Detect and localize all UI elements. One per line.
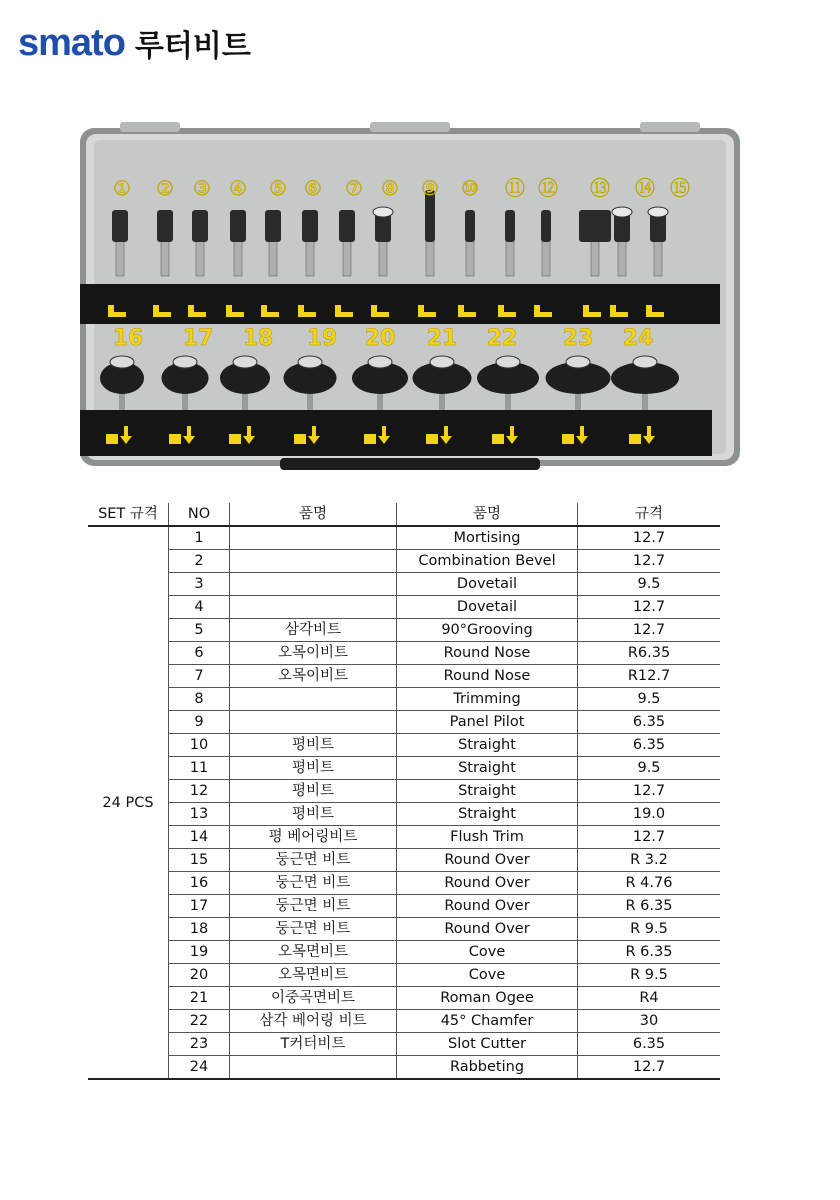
size-cell: R 4.76: [578, 872, 721, 895]
no-cell: 9: [169, 711, 230, 734]
name-en-cell: Round Nose: [397, 665, 578, 688]
size-cell: 12.7: [578, 780, 721, 803]
bit-number-label: ⑪: [505, 176, 525, 200]
no-cell: 19: [169, 941, 230, 964]
table-row: [88, 941, 720, 964]
name-en-cell: Round Over: [397, 918, 578, 941]
size-cell: 12.7: [578, 826, 721, 849]
bit-number-label: 18: [242, 326, 274, 351]
hinge: [640, 122, 700, 132]
name-kr-cell: 둥근면 비트: [230, 918, 397, 941]
no-cell: 7: [169, 665, 230, 688]
table-row: [88, 1033, 720, 1056]
no-cell: 15: [169, 849, 230, 872]
table-row: [88, 803, 720, 826]
no-cell: 11: [169, 757, 230, 780]
table-row: [88, 596, 720, 619]
name-en-cell: Trimming: [397, 688, 578, 711]
table-row: [88, 1056, 720, 1080]
name-kr-cell: 평비트: [230, 757, 397, 780]
name-kr-cell: 삼각비트: [230, 619, 397, 642]
no-cell: 13: [169, 803, 230, 826]
table-row: [88, 550, 720, 573]
no-cell: 14: [169, 826, 230, 849]
size-cell: R 3.2: [578, 849, 721, 872]
no-cell: 3: [169, 573, 230, 596]
name-kr-cell: T커터비트: [230, 1033, 397, 1056]
bit-number-label: ⑫: [538, 176, 558, 200]
name-en-cell: Straight: [397, 803, 578, 826]
name-en-cell: Round Nose: [397, 642, 578, 665]
header-name-kr: 품명: [230, 503, 397, 526]
table-row: [88, 780, 720, 803]
spec-table: [88, 503, 720, 1080]
name-en-cell: Round Over: [397, 872, 578, 895]
name-en-cell: 90°Grooving: [397, 619, 578, 642]
name-en-cell: Round Over: [397, 895, 578, 918]
table-row: [88, 895, 720, 918]
bit-number-label: ⑨: [421, 176, 439, 200]
name-en-cell: Cove: [397, 941, 578, 964]
table-header-row: [88, 503, 720, 526]
name-en-cell: Straight: [397, 780, 578, 803]
name-kr-cell: [230, 596, 397, 619]
name-en-cell: Panel Pilot: [397, 711, 578, 734]
size-cell: R 6.35: [578, 941, 721, 964]
size-cell: R 6.35: [578, 895, 721, 918]
no-cell: 22: [169, 1010, 230, 1033]
page-title: 루터비트: [134, 29, 251, 64]
bit-number-label: 19: [306, 326, 338, 351]
table-row: [88, 642, 720, 665]
bit-number-label: 23: [562, 326, 594, 351]
bit-number-label: 17: [182, 326, 214, 351]
no-cell: 5: [169, 619, 230, 642]
brand-logo: smato: [18, 21, 125, 64]
size-cell: 19.0: [578, 803, 721, 826]
bit-number-label: ⑭: [635, 176, 655, 200]
name-kr-cell: 평비트: [230, 780, 397, 803]
size-cell: 12.7: [578, 526, 721, 550]
name-kr-cell: 둥근면 비트: [230, 895, 397, 918]
no-cell: 21: [169, 987, 230, 1010]
hinge: [120, 122, 180, 132]
no-cell: 4: [169, 596, 230, 619]
no-cell: 2: [169, 550, 230, 573]
name-kr-cell: 평비트: [230, 803, 397, 826]
name-en-cell: Cove: [397, 964, 578, 987]
no-cell: 20: [169, 964, 230, 987]
bit-number-label: ⑧: [381, 176, 399, 200]
label-strip-bottom: [80, 410, 712, 456]
size-cell: 6.35: [578, 734, 721, 757]
name-en-cell: Mortising: [397, 526, 578, 550]
set-cell: 24 PCS: [88, 526, 169, 1079]
name-kr-cell: 오목이비트: [230, 665, 397, 688]
name-en-cell: Rabbeting: [397, 1056, 578, 1080]
name-en-cell: 45° Chamfer: [397, 1010, 578, 1033]
size-cell: 6.35: [578, 711, 721, 734]
bit-number-label: ⑬: [590, 176, 610, 200]
name-en-cell: Straight: [397, 734, 578, 757]
table-row: [88, 665, 720, 688]
name-kr-cell: [230, 526, 397, 550]
size-cell: 30: [578, 1010, 721, 1033]
name-kr-cell: [230, 573, 397, 596]
size-cell: R 9.5: [578, 964, 721, 987]
name-kr-cell: 이중곡면비트: [230, 987, 397, 1010]
bit-number-label: ①: [113, 176, 131, 200]
bit-number-label: ②: [156, 176, 174, 200]
table-row: [88, 849, 720, 872]
router-bit: [541, 210, 551, 276]
bit-number-label: 20: [364, 326, 396, 351]
size-cell: R6.35: [578, 642, 721, 665]
name-en-cell: Roman Ogee: [397, 987, 578, 1010]
size-cell: 12.7: [578, 550, 721, 573]
table-row: [88, 711, 720, 734]
table-row: [88, 573, 720, 596]
no-cell: 10: [169, 734, 230, 757]
name-kr-cell: [230, 711, 397, 734]
header-name-en: 품명: [397, 503, 578, 526]
router-bit: [425, 190, 435, 276]
bit-number-label: 21: [426, 326, 458, 351]
size-cell: R4: [578, 987, 721, 1010]
table-row: [88, 734, 720, 757]
table-row: [88, 526, 720, 550]
table-row: [88, 1010, 720, 1033]
size-cell: R12.7: [578, 665, 721, 688]
no-cell: 23: [169, 1033, 230, 1056]
size-cell: 12.7: [578, 619, 721, 642]
table-row: [88, 872, 720, 895]
name-kr-cell: 둥근면 비트: [230, 872, 397, 895]
name-en-cell: Straight: [397, 757, 578, 780]
no-cell: 8: [169, 688, 230, 711]
header-size: 규격: [578, 503, 721, 526]
no-cell: 24: [169, 1056, 230, 1080]
header-no: NO: [169, 503, 230, 526]
name-kr-cell: 오목면비트: [230, 964, 397, 987]
size-cell: 9.5: [578, 757, 721, 780]
name-kr-cell: 둥근면 비트: [230, 849, 397, 872]
table-row: [88, 964, 720, 987]
bit-number-label: ⑤: [269, 176, 287, 200]
name-kr-cell: 오목면비트: [230, 941, 397, 964]
table-row: [88, 688, 720, 711]
router-bit: [465, 210, 475, 276]
no-cell: 1: [169, 526, 230, 550]
name-kr-cell: [230, 1056, 397, 1080]
table-row: [88, 757, 720, 780]
bit-number-label: 16: [112, 326, 144, 351]
name-kr-cell: 평 베어링비트: [230, 826, 397, 849]
bit-number-label: ⑩: [461, 176, 479, 200]
bit-number-label: 24: [622, 326, 654, 351]
name-en-cell: Flush Trim: [397, 826, 578, 849]
no-cell: 12: [169, 780, 230, 803]
header-set: SET 규격: [88, 503, 169, 526]
bit-number-label: ③: [193, 176, 211, 200]
size-cell: 9.5: [578, 688, 721, 711]
bit-number-label: 22: [486, 326, 518, 351]
hinge: [370, 122, 450, 132]
size-cell: 12.7: [578, 1056, 721, 1080]
bit-number-label: ⑮: [670, 176, 690, 200]
case-handle: [280, 458, 540, 470]
no-cell: 18: [169, 918, 230, 941]
name-en-cell: Combination Bevel: [397, 550, 578, 573]
bit-number-label: ⑦: [345, 176, 363, 200]
name-en-cell: Slot Cutter: [397, 1033, 578, 1056]
table-row: [88, 918, 720, 941]
size-cell: R 9.5: [578, 918, 721, 941]
no-cell: 17: [169, 895, 230, 918]
router-bit: [505, 210, 515, 276]
name-kr-cell: 오목이비트: [230, 642, 397, 665]
bit-number-label: ④: [229, 176, 247, 200]
name-en-cell: Dovetail: [397, 596, 578, 619]
name-en-cell: Dovetail: [397, 573, 578, 596]
no-cell: 6: [169, 642, 230, 665]
size-cell: 6.35: [578, 1033, 721, 1056]
table-row: [88, 987, 720, 1010]
table-row: [88, 826, 720, 849]
table-row: [88, 619, 720, 642]
label-strip-top: [80, 284, 720, 324]
bit-number-label: ⑥: [304, 176, 322, 200]
size-cell: 9.5: [578, 573, 721, 596]
name-kr-cell: [230, 688, 397, 711]
page-header: [18, 18, 251, 68]
name-kr-cell: 삼각 베어링 비트: [230, 1010, 397, 1033]
no-cell: 16: [169, 872, 230, 895]
name-en-cell: Round Over: [397, 849, 578, 872]
router-bit-case-photo: [80, 100, 740, 470]
size-cell: 12.7: [578, 596, 721, 619]
name-kr-cell: 평비트: [230, 734, 397, 757]
name-kr-cell: [230, 550, 397, 573]
